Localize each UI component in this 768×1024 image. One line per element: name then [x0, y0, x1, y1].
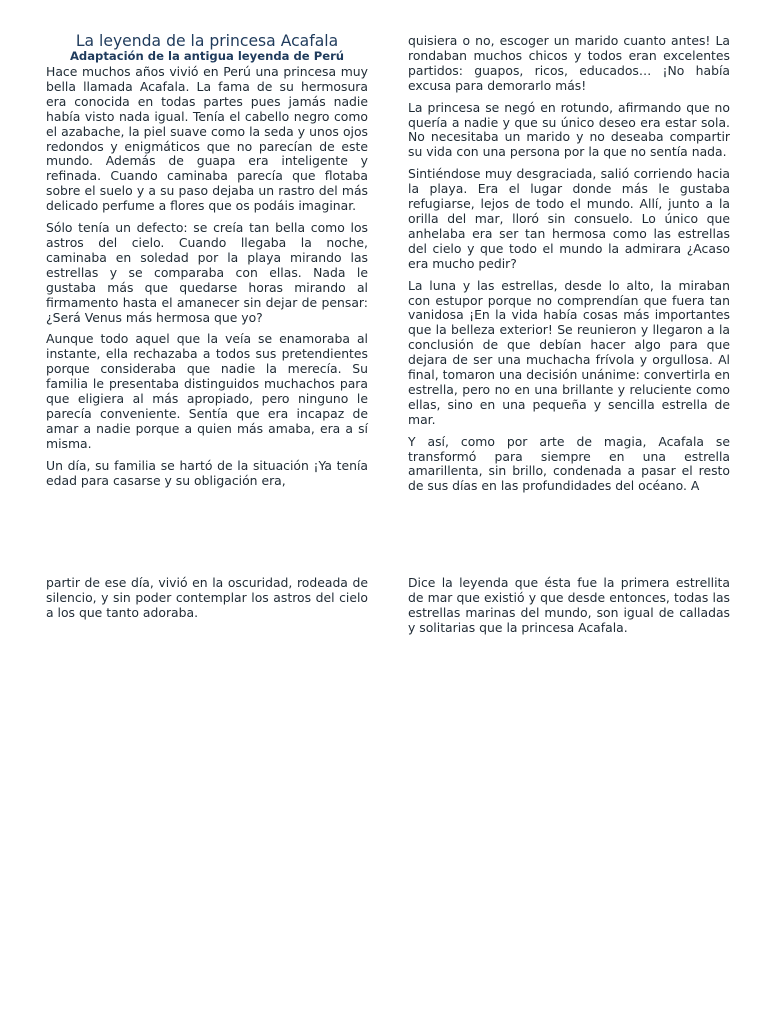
left-column-top: [46, 33, 368, 495]
right-column-bottom: [408, 576, 730, 643]
paragraph: La luna y las estrellas, desde lo alto, la miraban con estupor porque no comprendían que fuera tan vanidosa ¡En la vida había cosas más importantes que la belleza exterior! Se reunieron y llegaron a la conclusión de que debían hacer algo para que dejara de ser una muchacha frívola y orgullosa. Al final, tomaron una decisión unánime: convertirla en estrella, pero no en una brillante y reluciente como ellas, sino en una pequeña y sencilla estrella de mar.: [408, 277, 730, 427]
paragraph: partir de ese día, vivió en la oscuridad, rodeada de silencio, y sin poder contemplar los astros del cielo a los que tanto adoraba.: [46, 575, 368, 620]
paragraph: Sintiéndose muy desgraciada, salió corriendo hacia la playa. Era el lugar donde más le gustaba refugiarse, lejos de todo el mundo. Allí, junto a la orilla del mar, lloró sin consuelo. Lo único que anhelaba era ser tan hermosa como las estrellas del cielo y que todo el mundo la admirara ¿Acaso era mucho pedir?: [408, 166, 730, 271]
paragraph: Sólo tenía un defecto: se creía tan bella como los astros del cielo. Cuando llegaba la noche, caminaba en soledad por la playa mirando las estrellas y se comparaba con ellas. Nada le gustaba más que quedarse horas mirando al firmamento hasta el amanecer sin dejar de pensar: ¿Será Venus más hermosa que yo?: [46, 220, 368, 325]
paragraph: quisiera o no, escoger un marido cuanto antes! La rondaban muchos chicos y todos eran excelentes partidos: guapos, ricos, educados… ¡No había excusa para demorarlo más!: [408, 33, 730, 93]
paragraph: Un día, su familia se hartó de la situación ¡Ya tenía edad para casarse y su obligación era,: [46, 457, 368, 488]
paragraph: Dice la leyenda que ésta fue la primera estrellita de mar que existió y que desde entonces, todas las estrellas marinas del mundo, son igual de calladas y solitarias que la princesa Acafala.: [408, 575, 730, 635]
paragraph: Aunque todo aquel que la veía se enamoraba al instante, ella rechazaba a todos sus pretendientes porque consideraba que nadie la merecía. Su familia le presentaba distinguidos muchachos para que eligiera al más apropiado, pero ninguno le parecía conveniente. Sentía que era incapaz de amar a nadie porque a quien más amaba, era a sí misma.: [46, 331, 368, 451]
paragraph: La princesa se negó en rotundo, afirmando que no quería a nadie y que su único deseo era estar sola. No necesitaba un marido y no deseaba compartir su vida con una persona por la que no sentía nada.: [408, 99, 730, 160]
right-column-top: [408, 34, 730, 501]
document-subtitle: Adaptación de la antigua leyenda de Perú: [69, 49, 345, 63]
paragraph: Hace muchos años vivió en Perú una princesa muy bella llamada Acafala. La fama de su hermosura era conocida en todas partes pues jamás nadie había visto nada igual. Tenía el cabello negro como el azabache, la piel suave como la seda y unos ojos redondos y enigmáticos que no parecían de este mundo. Además de guapa era inteligente y refinada. Cuando caminaba parecía que flotaba sobre el suelo y a su paso dejaba un rastro del más delicado perfume a flores que os podáis imaginar.: [46, 64, 368, 214]
paragraph: Y así, como por arte de magia, Acafala se transformó para siempre en una estrella amarillenta, sin brillo, condenada a pasar el resto de sus días en las profundidades del océano. A: [408, 433, 730, 494]
left-column-bottom: [46, 576, 368, 628]
document-title: La leyenda de la princesa Acafala: [75, 32, 339, 50]
